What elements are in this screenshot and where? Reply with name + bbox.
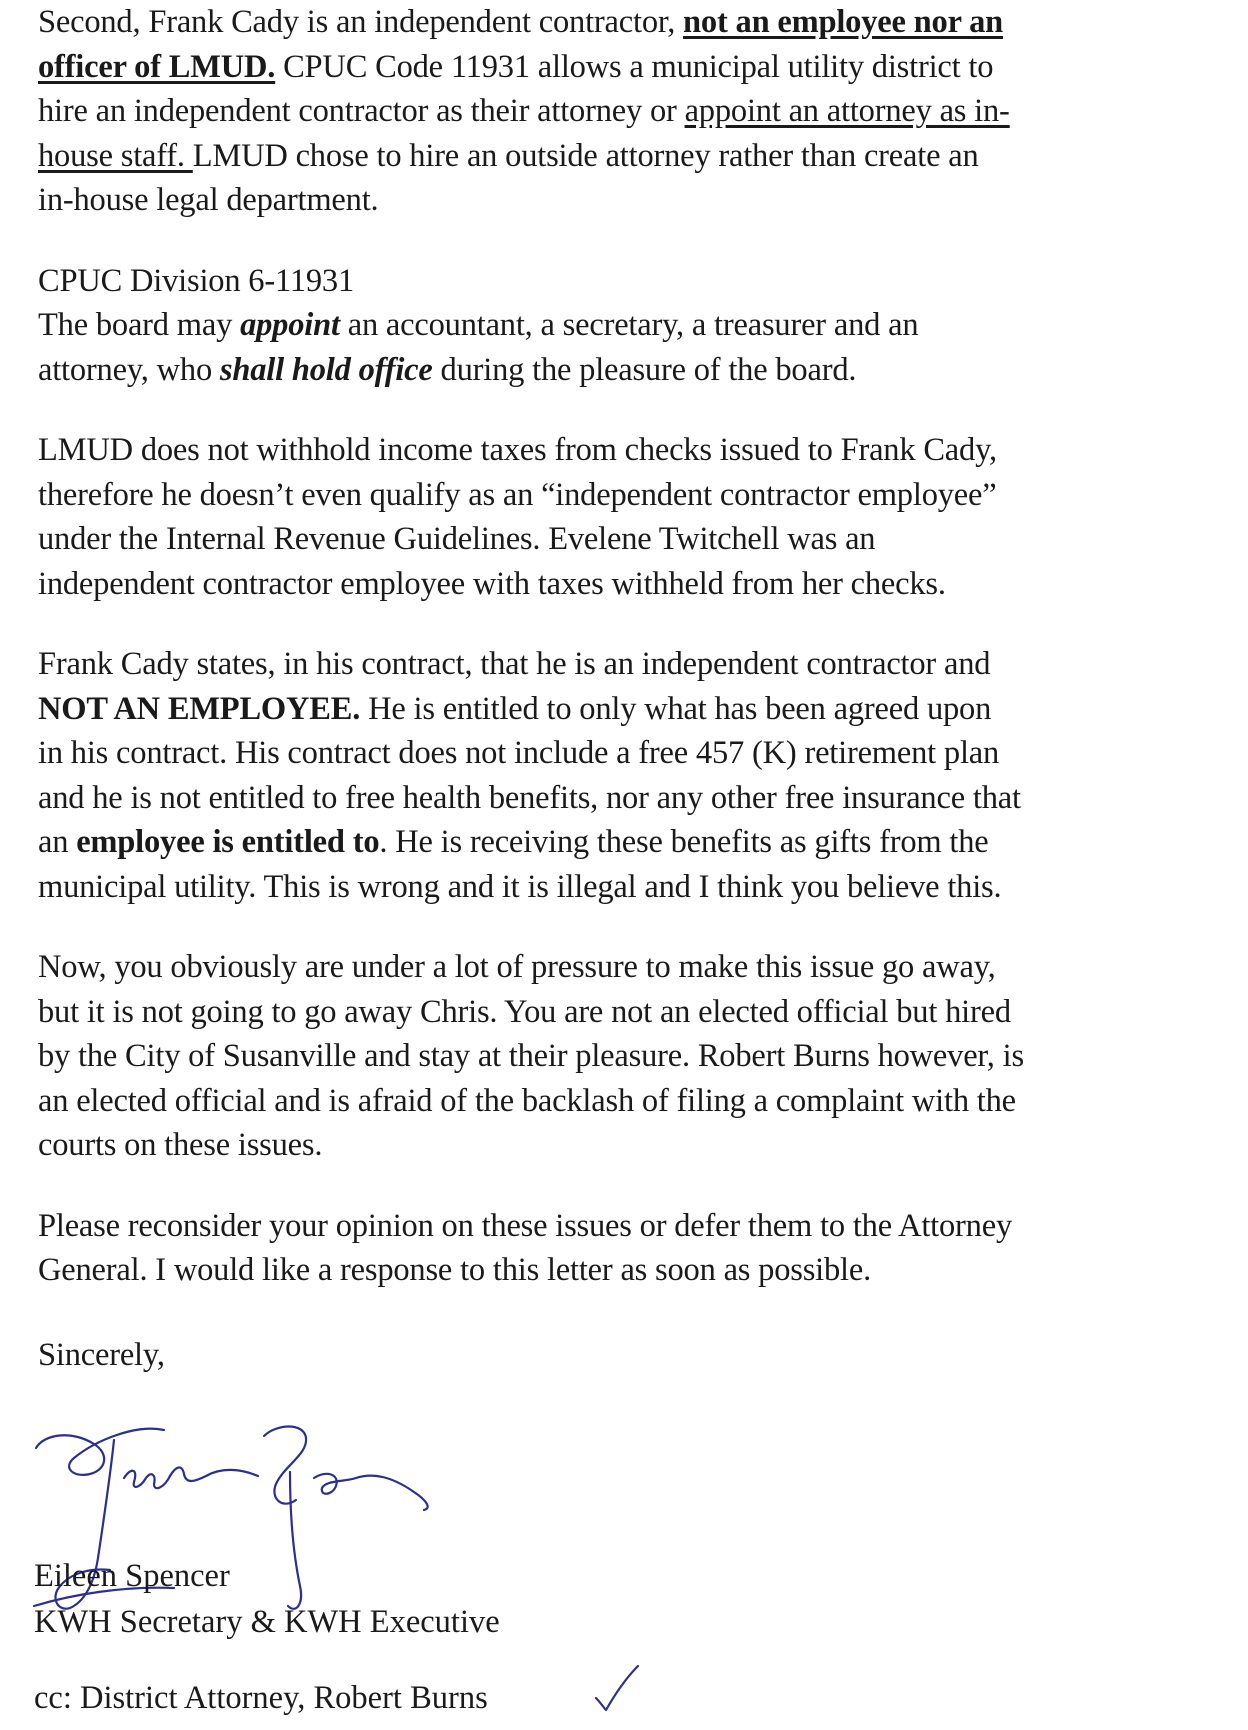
emphasis-bold: employee is entitled to <box>76 824 380 860</box>
text-line: but it is not going to go away Chris. You are not an elected official but hired <box>38 993 1011 1030</box>
text-line: Frank Cady states, in his contract, that he is an independent contractor and <box>38 646 991 682</box>
text-line <box>38 45 1238 90</box>
letter-body <box>38 0 1238 1377</box>
text-line: in-house legal department. <box>38 182 379 218</box>
emphasis-underlined: not an employee nor an <box>683 4 1004 40</box>
text-line: LMUD does not withhold income taxes from checks issued to Frank Cady, <box>38 432 997 468</box>
underlined-text: appoint an attorney as in- <box>684 93 1010 129</box>
text-line <box>38 134 1238 179</box>
text-line: an elected official and is afraid of the backlash of filing a complaint with the <box>38 1082 1016 1119</box>
paragraph-request <box>38 1204 1238 1293</box>
text-span: attorney, who <box>38 351 220 388</box>
text-span: . He is receiving these benefits as gifts from the <box>379 824 989 860</box>
text-span: an <box>38 824 77 860</box>
checkmark-icon <box>592 1664 642 1714</box>
paragraph-pressure <box>38 945 1238 1168</box>
text-span: during the pleasure of the board. <box>432 351 857 388</box>
signer-name: Eileen Spencer <box>34 1558 230 1594</box>
cc-line: cc: District Attorney, Robert Burns <box>34 1680 488 1716</box>
emphasis-bold: NOT AN EMPLOYEE. <box>38 690 361 727</box>
text-line <box>38 303 1238 348</box>
text-line: Now, you obviously are under a lot of pressure to make this issue go away, <box>38 949 996 985</box>
text-line: courts on these issues. <box>38 1127 323 1163</box>
text-line <box>38 348 1238 393</box>
section-heading: CPUC Division 6-11931 <box>38 262 355 299</box>
emphasis-underlined: officer of LMUD. <box>38 48 276 85</box>
text-line: in his contract. His contract does not include a free 457 (K) retirement plan <box>38 735 1000 771</box>
text-span: CPUC Code 11931 allows a municipal utility district to <box>275 48 994 85</box>
paragraph-contract-terms <box>38 642 1238 909</box>
signer-title: KWH Secretary & KWH Executive <box>34 1604 500 1640</box>
text-span: an accountant, a secretary, a treasurer and an <box>339 307 919 343</box>
closing-salutation: Sincerely, <box>38 1336 165 1373</box>
emphasis-bold-italic: appoint <box>240 307 340 343</box>
text-line <box>38 89 1238 134</box>
underlined-text: house staff. <box>38 137 193 174</box>
text-line: General. I would like a response to this letter as soon as possible. <box>38 1252 872 1288</box>
text-line: under the Internal Revenue Guidelines. Evelene Twitchell was an <box>38 521 876 557</box>
text-span: The board may <box>38 307 241 343</box>
text-line: independent contractor employee with taxes withheld from her checks. <box>38 565 946 602</box>
text-line: by the City of Susanville and stay at their pleasure. Robert Burns however, is <box>38 1038 1024 1074</box>
text-span: He is entitled to only what has been agreed upon <box>360 690 992 727</box>
paragraph-tax-withholding <box>38 428 1238 606</box>
text-span: Second, Frank Cady is an independent contractor, <box>38 4 684 40</box>
paragraph-contractor-status <box>38 0 1238 223</box>
text-line <box>38 687 1238 732</box>
text-line: therefore he doesn’t even qualify as an “independent contractor employee” <box>38 476 997 513</box>
text-line: Please reconsider your opinion on these issues or defer them to the Attorney <box>38 1207 1013 1244</box>
emphasis-bold-italic: shall hold office <box>219 351 433 388</box>
text-line: municipal utility. This is wrong and it is illegal and I think you believe this. <box>38 868 1002 905</box>
text-line <box>38 0 1238 45</box>
text-line: and he is not entitled to free health benefits, nor any other free insurance that <box>38 779 1021 816</box>
text-span: hire an independent contractor as their attorney or <box>38 93 685 129</box>
text-line <box>38 820 1238 865</box>
text-span: LMUD chose to hire an outside attorney rather than create an <box>192 137 979 174</box>
paragraph-cpuc-division <box>38 259 1238 393</box>
